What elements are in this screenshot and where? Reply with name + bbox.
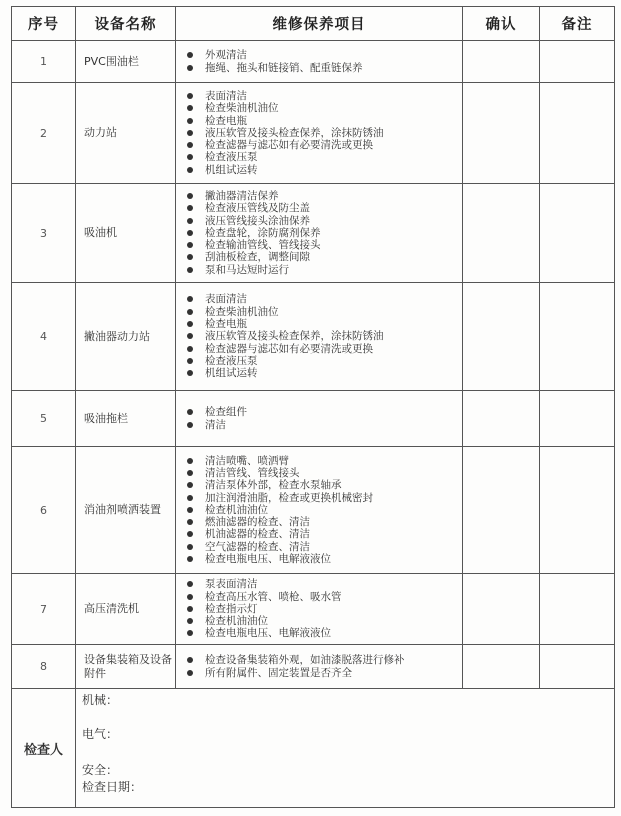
table-row — [12, 574, 615, 645]
list-item — [186, 293, 462, 305]
list-item — [186, 115, 462, 127]
table-row — [12, 83, 615, 184]
item-text: 机组试运转 — [205, 163, 258, 176]
bullet-icon — [187, 358, 193, 364]
item-text: 撇油器清洁保养 — [205, 189, 279, 202]
item-text: 检查液压泵 — [205, 354, 258, 367]
bullet-icon — [187, 205, 193, 211]
bullet-icon — [187, 118, 193, 124]
list-item — [186, 127, 462, 139]
list-item — [186, 151, 462, 163]
bullet-icon — [187, 267, 193, 273]
item-list — [186, 293, 462, 379]
item-text: 检查高压水管、喷枪、吸水管 — [205, 590, 342, 603]
item-text: 机组试运转 — [205, 367, 258, 380]
item-text: 检查机油油位 — [205, 615, 268, 628]
item-list — [186, 455, 462, 566]
maintenance-table — [11, 6, 615, 808]
item-text: 所有附属件、固定装置是否齐全 — [205, 666, 352, 679]
confirm-cell[interactable] — [463, 83, 540, 184]
remark-cell[interactable] — [540, 574, 615, 645]
bullet-icon — [187, 670, 193, 676]
bullet-icon — [187, 458, 193, 464]
list-item — [186, 578, 462, 590]
maintenance-items — [176, 283, 463, 391]
list-item — [186, 251, 462, 263]
inspector-fields — [76, 689, 615, 808]
confirm-cell[interactable] — [463, 447, 540, 574]
bullet-icon — [187, 193, 193, 199]
item-text: 检查柴油机油位 — [205, 102, 279, 115]
bullet-icon — [187, 531, 193, 537]
bullet-icon — [187, 470, 193, 476]
row-number: 8 — [12, 645, 76, 689]
bullet-icon — [187, 630, 193, 636]
bullet-icon — [187, 333, 193, 339]
item-text: 检查电瓶 — [205, 318, 247, 331]
item-list — [186, 654, 462, 679]
remark-cell[interactable] — [540, 184, 615, 283]
list-item — [186, 615, 462, 627]
list-item — [186, 504, 462, 516]
list-item — [186, 164, 462, 176]
item-text: 燃油滤器的检查、清洁 — [205, 516, 310, 529]
bullet-icon — [187, 618, 193, 624]
bullet-icon — [187, 230, 193, 236]
list-item — [186, 215, 462, 227]
item-text: 检查液压管线及防尘盖 — [205, 202, 310, 215]
bullet-icon — [187, 606, 193, 612]
device-name: 设备集装箱及设备附件 — [76, 645, 176, 689]
item-text: 检查组件 — [205, 406, 247, 419]
bullet-icon — [187, 507, 193, 513]
item-text: 检查机油油位 — [205, 503, 268, 516]
remark-cell[interactable] — [540, 447, 615, 574]
bullet-icon — [187, 544, 193, 550]
confirm-cell[interactable] — [463, 574, 540, 645]
list-item — [186, 654, 462, 666]
maintenance-items — [176, 41, 463, 83]
bullet-icon — [187, 254, 193, 260]
item-text: 液压软管及接头检查保养，涂抹防锈油 — [205, 126, 384, 139]
item-text: 检查柴油机油位 — [205, 305, 279, 318]
item-text: 清洁喷嘴、喷洒臂 — [205, 454, 289, 467]
confirm-cell[interactable] — [463, 41, 540, 83]
remark-cell[interactable] — [540, 391, 615, 447]
bullet-icon — [187, 321, 193, 327]
list-item — [186, 516, 462, 528]
row-number: 2 — [12, 83, 76, 184]
item-text: 刮油板检查，调整间隙 — [205, 251, 310, 264]
row-number: 3 — [12, 184, 76, 283]
bullet-icon — [187, 581, 193, 587]
item-text: 空气滤器的检查、清洁 — [205, 540, 310, 553]
list-item — [186, 492, 462, 504]
header-device: 设备名称 — [76, 7, 176, 41]
item-text: 检查盘轮，涂防腐剂保养 — [205, 226, 321, 239]
device-name: 高压清洗机 — [76, 574, 176, 645]
list-item — [186, 627, 462, 639]
item-list — [186, 406, 462, 431]
bullet-icon — [187, 52, 193, 58]
header-seq: 序号 — [12, 7, 76, 41]
row-number: 7 — [12, 574, 76, 645]
item-text: 加注润滑油脂，检查或更换机械密封 — [205, 491, 373, 504]
item-text: 表面清洁 — [205, 293, 247, 306]
item-text: 检查指示灯 — [205, 602, 258, 615]
device-name: PVC围油栏 — [76, 41, 176, 83]
confirm-cell[interactable] — [463, 645, 540, 689]
list-item — [186, 264, 462, 276]
item-text: 清洁泵体外部，检查水泵轴承 — [205, 479, 342, 492]
bullet-icon — [187, 218, 193, 224]
item-text: 检查电瓶电压、电解液液位 — [205, 627, 331, 640]
bullet-icon — [187, 409, 193, 415]
list-item — [186, 406, 462, 418]
list-item — [186, 49, 462, 61]
item-text: 检查滤器与滤芯如有必要清洗或更换 — [205, 139, 373, 152]
item-text: 液压管线接头涂油保养 — [205, 214, 310, 227]
bullet-icon — [187, 154, 193, 160]
table-row — [12, 283, 615, 391]
maintenance-items — [176, 184, 463, 283]
bullet-icon — [187, 556, 193, 562]
table-header-row — [12, 7, 615, 41]
item-list — [186, 578, 462, 639]
table-row — [12, 184, 615, 283]
table-row — [12, 41, 615, 83]
bullet-icon — [187, 495, 193, 501]
list-item — [186, 102, 462, 114]
bullet-icon — [187, 594, 193, 600]
bullet-icon — [187, 422, 193, 428]
maintenance-items — [176, 391, 463, 447]
bullet-icon — [187, 370, 193, 376]
item-text: 检查电瓶电压、电解液液位 — [205, 553, 331, 566]
item-text: 外观清洁 — [205, 49, 247, 62]
bullet-icon — [187, 296, 193, 302]
table-row — [12, 391, 615, 447]
row-number: 6 — [12, 447, 76, 574]
list-item — [186, 318, 462, 330]
list-item — [186, 343, 462, 355]
item-text: 检查输油管线、管线接头 — [205, 239, 321, 252]
item-text: 检查设备集装箱外观，如油漆脱落进行修补 — [205, 654, 405, 667]
bullet-icon — [187, 65, 193, 71]
item-text: 清洁 — [205, 418, 226, 431]
list-item — [186, 419, 462, 431]
item-text: 液压软管及接头检查保养，涂抹防锈油 — [205, 330, 384, 343]
device-name: 消油剂喷洒装置 — [76, 447, 176, 574]
header-remark: 备注 — [540, 7, 615, 41]
inspector-safety: 安全： — [82, 763, 119, 777]
row-number: 1 — [12, 41, 76, 83]
row-number: 4 — [12, 283, 76, 391]
item-text: 机油滤器的检查、清洁 — [205, 528, 310, 541]
list-item — [186, 306, 462, 318]
remark-cell[interactable] — [540, 41, 615, 83]
bullet-icon — [187, 93, 193, 99]
list-item — [186, 667, 462, 679]
row-number: 5 — [12, 391, 76, 447]
list-item — [186, 62, 462, 74]
inspector-mechanical: 机械： — [82, 693, 119, 707]
bullet-icon — [187, 167, 193, 173]
list-item — [186, 227, 462, 239]
bullet-icon — [187, 519, 193, 525]
list-item — [186, 603, 462, 615]
list-item — [186, 367, 462, 379]
item-text: 检查电瓶 — [205, 114, 247, 127]
confirm-cell[interactable] — [463, 391, 540, 447]
device-name: 撇油器动力站 — [76, 283, 176, 391]
list-item — [186, 139, 462, 151]
item-text: 拖绳、拖头和链接销、配重链保养 — [205, 61, 363, 74]
inspector-row — [12, 689, 615, 808]
item-text: 清洁管线、管线接头 — [205, 466, 300, 479]
item-text: 检查滤器与滤芯如有必要清洗或更换 — [205, 342, 373, 355]
bullet-icon — [187, 130, 193, 136]
remark-cell[interactable] — [540, 83, 615, 184]
item-text: 泵和马达短时运行 — [205, 263, 289, 276]
list-item — [186, 541, 462, 553]
bullet-icon — [187, 105, 193, 111]
bullet-icon — [187, 142, 193, 148]
bullet-icon — [187, 309, 193, 315]
item-text: 检查液压泵 — [205, 151, 258, 164]
item-list — [186, 190, 462, 276]
item-list — [186, 49, 462, 74]
list-item — [186, 355, 462, 367]
header-items: 维修保养项目 — [176, 7, 463, 41]
table-row — [12, 447, 615, 574]
list-item — [186, 190, 462, 202]
inspector-date: 检查日期： — [82, 780, 143, 794]
device-name: 吸油机 — [76, 184, 176, 283]
inspector-electrical: 电气： — [82, 727, 119, 741]
bullet-icon — [187, 657, 193, 663]
list-item — [186, 467, 462, 479]
list-item — [186, 455, 462, 467]
item-text: 泵表面清洁 — [205, 578, 258, 591]
maintenance-items — [176, 574, 463, 645]
remark-cell[interactable] — [540, 283, 615, 391]
list-item — [186, 528, 462, 540]
list-item — [186, 553, 462, 565]
list-item — [186, 479, 462, 491]
table-row — [12, 645, 615, 689]
item-list — [186, 90, 462, 176]
maintenance-items — [176, 447, 463, 574]
confirm-cell[interactable] — [463, 283, 540, 391]
header-confirm: 确认 — [463, 7, 540, 41]
list-item — [186, 90, 462, 102]
inspector-label: 检查人 — [12, 689, 76, 808]
list-item — [186, 591, 462, 603]
bullet-icon — [187, 346, 193, 352]
item-text: 表面清洁 — [205, 89, 247, 102]
maintenance-items — [176, 645, 463, 689]
bullet-icon — [187, 242, 193, 248]
list-item — [186, 202, 462, 214]
maintenance-items — [176, 83, 463, 184]
remark-cell[interactable] — [540, 645, 615, 689]
list-item — [186, 330, 462, 342]
device-name: 吸油拖栏 — [76, 391, 176, 447]
device-name: 动力站 — [76, 83, 176, 184]
list-item — [186, 239, 462, 251]
bullet-icon — [187, 482, 193, 488]
confirm-cell[interactable] — [463, 184, 540, 283]
